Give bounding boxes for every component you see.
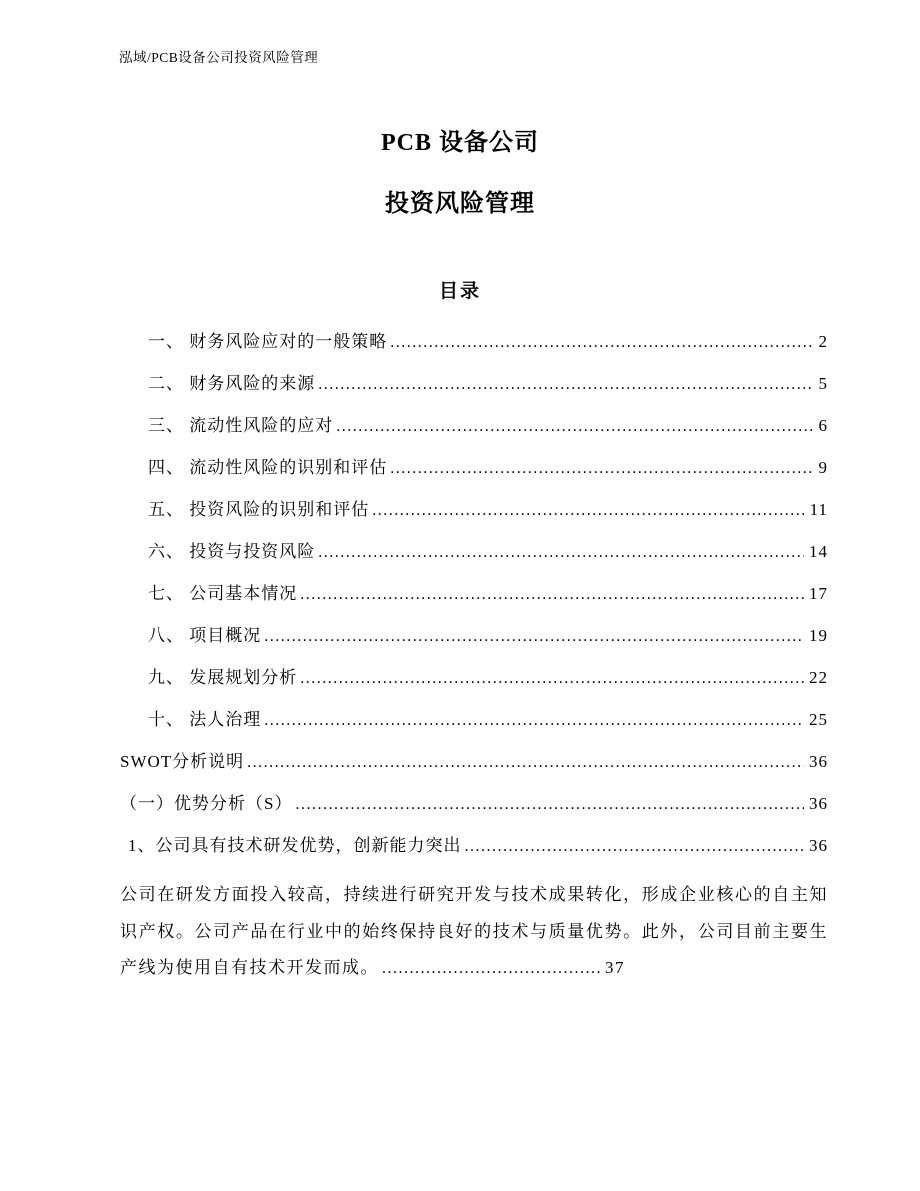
toc-entry-label: 四、 流动性风险的识别和评估 xyxy=(148,458,388,477)
table-of-contents xyxy=(120,327,828,987)
toc-entry[interactable] xyxy=(120,495,828,537)
toc-entry[interactable] xyxy=(120,369,828,411)
toc-entry-label: 六、 投资与投资风险 xyxy=(148,542,316,561)
toc-leader-dots xyxy=(318,374,813,394)
toc-entry-label: 八、 项目概况 xyxy=(148,626,262,645)
toc-leader-dots xyxy=(300,584,804,604)
toc-page-number: 5 xyxy=(818,374,828,393)
toc-leader-dots xyxy=(300,668,804,688)
toc-entry-label: （一）优势分析（S） xyxy=(120,794,293,813)
toc-page-number: 37 xyxy=(605,958,625,978)
toc-entry-label: 七、 公司基本情况 xyxy=(148,584,298,603)
toc-leader-dots xyxy=(372,500,804,520)
toc-leader-dots xyxy=(465,836,805,856)
toc-entry[interactable] xyxy=(120,621,828,663)
toc-entry-label: 十、 法人治理 xyxy=(148,710,262,729)
toc-page-number: 6 xyxy=(818,416,828,435)
document-header-text: 泓域/PCB设备公司投资风险管理 xyxy=(119,50,319,65)
toc-entry-label: 三、 流动性风险的应对 xyxy=(148,416,334,435)
toc-page-number: 17 xyxy=(809,584,828,603)
toc-page-number: 25 xyxy=(809,710,828,729)
toc-leader-dots xyxy=(390,458,813,478)
toc-entry-label: 五、 投资风险的识别和评估 xyxy=(148,500,370,519)
toc-page-number: 19 xyxy=(809,626,828,645)
toc-entry[interactable] xyxy=(120,747,828,789)
toc-entry[interactable] xyxy=(120,831,828,873)
toc-leader-dots xyxy=(336,416,813,436)
toc-entry-label: 1、公司具有技术研发优势，创新能力突出 xyxy=(128,836,462,855)
toc-leader-dots xyxy=(264,710,804,730)
toc-entry[interactable] xyxy=(120,327,828,369)
toc-entry-label: 九、 发展规划分析 xyxy=(148,668,298,687)
toc-heading: 目录 xyxy=(438,281,481,302)
toc-entry-label: 一、 财务风险应对的一般策略 xyxy=(148,332,388,351)
toc-page-number: 36 xyxy=(809,836,828,855)
toc-entry[interactable] xyxy=(120,877,828,987)
toc-leader-dots xyxy=(390,332,813,352)
document-title-line1: PCB 设备公司 xyxy=(381,130,539,156)
document-title-line2: 投资风险管理 xyxy=(385,191,535,217)
toc-entry[interactable] xyxy=(120,705,828,747)
toc-entry[interactable] xyxy=(120,789,828,831)
toc-entry[interactable] xyxy=(120,537,828,579)
toc-page-number: 14 xyxy=(809,542,828,561)
toc-leader-dots xyxy=(264,626,804,646)
toc-entry[interactable] xyxy=(120,663,828,705)
toc-page-number: 2 xyxy=(818,332,828,351)
toc-page-number: 22 xyxy=(809,668,828,687)
toc-entry-label: 公司在研发方面投入较高，持续进行研究开发与技术成果转化，形成企业核心的自主知识产权。公司产品在行业中的始终保持良好的技术与质量优势。此外，公司目前主要生产线为使用自有技术开发而成。 xyxy=(120,885,828,978)
toc-page-number: 11 xyxy=(809,500,828,519)
toc-leader-dots xyxy=(295,794,804,814)
toc-page-number: 9 xyxy=(818,458,828,477)
toc-entry-label: 二、 财务风险的来源 xyxy=(148,374,316,393)
toc-entry-label: SWOT分析说明 xyxy=(120,752,245,771)
toc-entry[interactable] xyxy=(120,579,828,621)
toc-leader-dots xyxy=(247,752,804,772)
toc-page-number: 36 xyxy=(809,794,828,813)
toc-page-number: 36 xyxy=(809,752,828,771)
toc-leader-dots xyxy=(382,958,602,977)
toc-entry[interactable] xyxy=(120,453,828,495)
toc-entry[interactable] xyxy=(120,411,828,453)
toc-leader-dots xyxy=(318,542,804,562)
